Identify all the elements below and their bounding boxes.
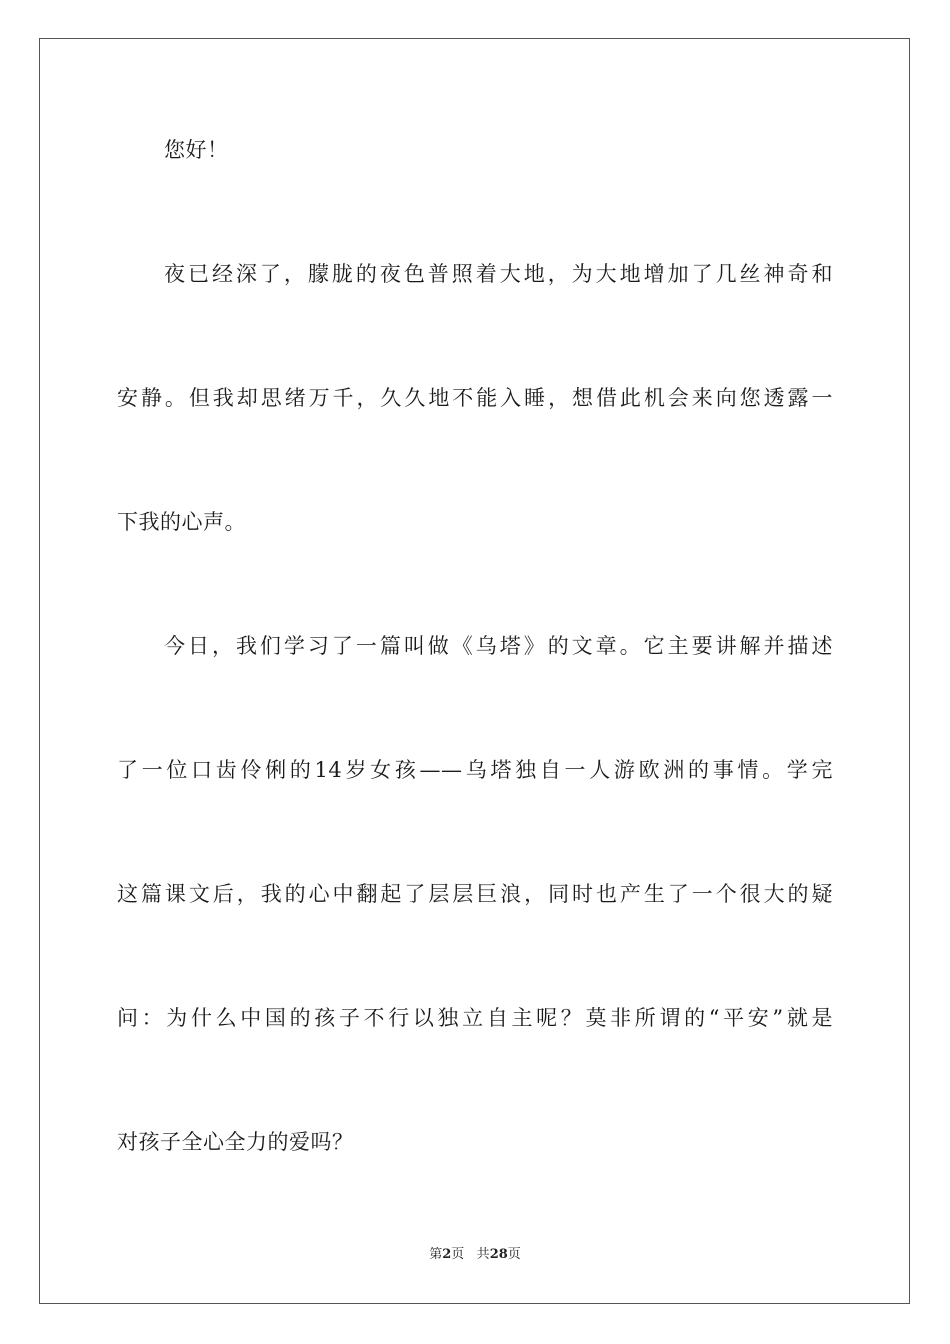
page-total: 28: [489, 1247, 508, 1262]
paragraph-2-line-5: 对孩子全心全力的爱吗？: [117, 1130, 354, 1154]
total-prefix: 共: [476, 1247, 490, 1262]
paragraph-1-line-3: 下我的心声。: [117, 510, 246, 534]
paragraph-2-line-2: 了一位口齿伶俐的14岁女孩——乌塔独自一人游欧洲的事情。学完: [117, 758, 833, 782]
paragraph-2-line-4: 问：为什么中国的孩子不行以独立自主呢？莫非所谓的“平安”就是: [117, 1006, 833, 1030]
paragraph-2-line-1: 今日，我们学习了一篇叫做《乌塔》的文章。它主要讲解并描述: [164, 634, 833, 658]
paragraph-2-line-3: 这篇课文后，我的心中翻起了层层巨浪，同时也产生了一个很大的疑: [117, 882, 833, 906]
total-unit: 页: [507, 1247, 521, 1262]
paragraph-1-line-2: 安静。但我却思绪万千，久久地不能入睡，想借此机会来向您透露一: [117, 386, 833, 410]
greeting-line: 您好！: [164, 138, 229, 162]
page-current: 2: [442, 1247, 452, 1262]
page-prefix: 第: [429, 1247, 443, 1262]
paragraph-1-line-1: 夜已经深了，朦胧的夜色普照着大地，为大地增加了几丝神奇和: [164, 262, 833, 286]
page-frame: [39, 38, 910, 1304]
page-footer: [0, 1245, 950, 1265]
page-unit: 页: [451, 1247, 465, 1262]
